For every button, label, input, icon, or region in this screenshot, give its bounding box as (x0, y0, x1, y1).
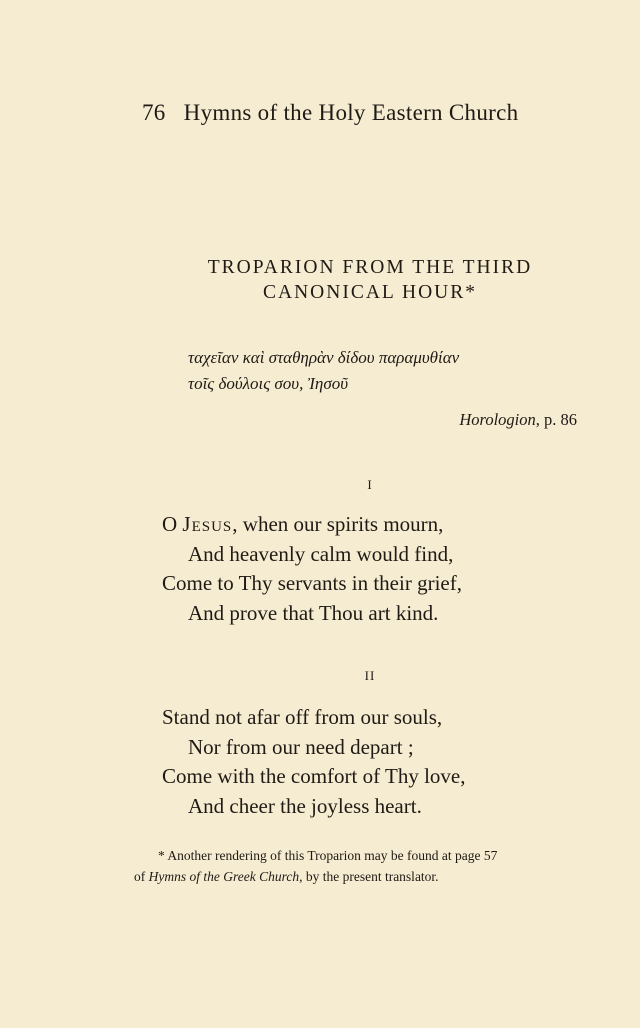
epigraph-source (459, 410, 577, 430)
stanza-line: Come with the comfort of Thy love, (162, 764, 466, 788)
stanza-smallcaps-word: Jesus (182, 512, 233, 536)
source-name: Horologion (459, 410, 536, 429)
stanza-line: Nor from our need depart ; (188, 734, 414, 759)
footnote-prefix: of (134, 869, 149, 884)
stanza-1 (162, 510, 462, 628)
source-page: , p. 86 (535, 410, 577, 429)
stanza-line (162, 510, 462, 540)
stanza-numeral-1: I (367, 477, 373, 492)
stanza-line: Come to Thy servants in their grief, (162, 571, 462, 595)
footnote-suffix: , by the present translator. (299, 869, 439, 884)
running-header (142, 100, 518, 126)
hymn-title (140, 255, 600, 305)
stanza-line-rest: , when our spirits mourn, (232, 512, 444, 536)
footnote (134, 845, 604, 887)
epigraph-line-2: τοῖς δούλοις σου, Ἰησοῦ (188, 374, 349, 393)
stanza-line: Stand not afar off from our souls, (162, 705, 443, 729)
running-title: Hymns of the Holy Eastern Church (183, 100, 519, 125)
stanza-numeral-2: II (364, 668, 376, 683)
footnote-line-1: * Another rendering of this Troparion may be found at page 57 (158, 848, 498, 863)
stanza-2 (162, 703, 465, 821)
footnote-line-2 (134, 866, 604, 887)
hymn-title-line-1: TROPARION FROM THE THIRD (207, 257, 533, 278)
stanza-line: And prove that Thou art kind. (188, 600, 439, 625)
hymn-title-line-2: CANONICAL HOUR* (263, 282, 477, 303)
greek-epigraph (188, 345, 459, 397)
stanza-line: And cheer the joyless heart. (188, 793, 422, 818)
page-number: 76 (142, 100, 166, 125)
stanza-initial-word: O (162, 512, 183, 536)
footnote-book-title: Hymns of the Greek Church (148, 869, 300, 884)
stanza-line: And heavenly calm would find, (188, 541, 454, 566)
epigraph-line-1: ταχεῖαν καὶ σταθηρὰν δίδου παραμυθίαν (188, 348, 460, 367)
